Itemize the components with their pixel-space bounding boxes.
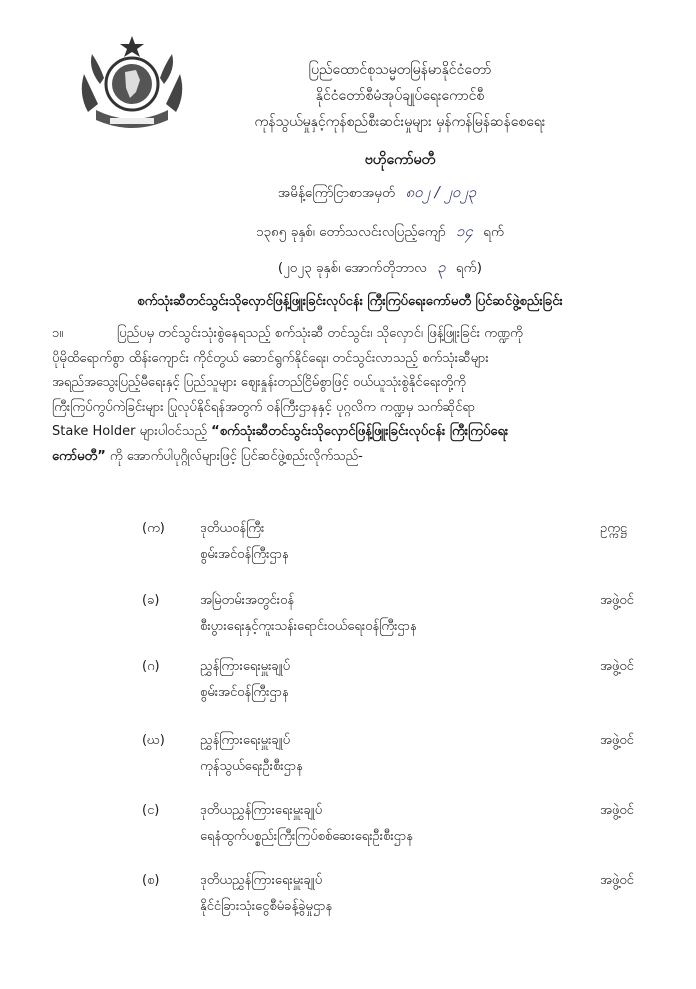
member-code: (စ) bbox=[142, 873, 160, 888]
paragraph-line-4: ကြီးကြပ်ကွပ်ကဲခြင်းများ ပြုလုပ်နိုင်ရန်အတွက် ဝန်ကြီးဌာနနှင့် ပုဂ္ဂလိက ကဏ္ဍမှ သက်ဆိုင်ရာ bbox=[52, 399, 476, 415]
member-item bbox=[0, 732, 696, 784]
member-title: ဒုတိယညွှန်ကြားရေးမှူးချုပ် bbox=[200, 803, 323, 818]
member-organization: ကုန်သွယ်ရေးဦးစီးဌာန bbox=[200, 759, 303, 774]
member-title: ဒုတိယညွှန်ကြားရေးမှူးချုပ် bbox=[200, 873, 323, 888]
member-role: အဖွဲ့ဝင် bbox=[600, 803, 634, 818]
committee-name-part-1: “စက်သုံးဆီတင်သွင်းသိုလှောင်ဖြန့်ဖြူးခြင်းလုပ်ငန်း ကြီးကြပ်ရေး bbox=[211, 424, 509, 439]
member-organization: စွမ်းအင်ဝန်ကြီးဌာန bbox=[200, 547, 289, 562]
member-title: အမြဲတမ်းအတွင်းဝန် bbox=[200, 593, 295, 608]
date-mm-suffix: ရက် bbox=[483, 224, 505, 240]
member-code: (က) bbox=[142, 521, 165, 536]
member-item bbox=[0, 872, 696, 924]
paragraph-line-5 bbox=[52, 420, 662, 445]
member-organization: နိုင်ငံခြားသုံးငွေစီမံခန့်ခွဲမှုဌာန bbox=[200, 899, 333, 914]
header-line-2: နိုင်ငံတော်စီမံအုပ်ချုပ်ရေးကောင်စီ bbox=[315, 88, 485, 104]
member-item bbox=[0, 658, 696, 710]
header-line-4: ဗဟိုကော်မတီ bbox=[364, 152, 436, 168]
committee-name-part-2: ကော်မတီ” bbox=[52, 448, 106, 464]
member-item bbox=[0, 592, 696, 644]
subject-title: စက်သုံးဆီတင်သွင်းသိုလှောင်ဖြန့်ဖြူးခြင်းလုပ်ငန်း ကြီးကြပ်ရေးကော်မတီ ပြင်ဆင်ဖွဲ့စည်းခြင်း bbox=[137, 294, 563, 309]
member-item bbox=[0, 520, 696, 572]
member-code: (ဃ) bbox=[142, 733, 165, 748]
date-en-day: ၃ bbox=[437, 258, 446, 276]
paragraph-number: ၁။ bbox=[52, 326, 64, 341]
member-role: အဖွဲ့ဝင် bbox=[600, 733, 634, 748]
date-mm-day: ၁၄ bbox=[456, 222, 473, 240]
paragraph-line-1-text: ပြည်ပမှ တင်သွင်းသုံးစွဲနေရသည့် စက်သုံးဆီ တင်သွင်း၊ သိုလှောင်၊ ဖြန့်ဖြူးခြင်း ကဏ္ဍကို bbox=[117, 326, 523, 341]
member-item bbox=[0, 802, 696, 854]
member-title: ဒုတိယဝန်ကြီး bbox=[200, 521, 265, 536]
member-organization: စွမ်းအင်ဝန်ကြီးဌာန bbox=[200, 685, 289, 700]
member-organization: စီးပွားရေးနှင့်ကူးသန်းရောင်းဝယ်ရေးဝန်ကြီးဌာန bbox=[200, 619, 417, 634]
member-role: ဥက္ကဋ္ဌ bbox=[600, 521, 627, 536]
date-myanmar-line bbox=[140, 222, 620, 244]
member-title: ညွှန်ကြားရေးမှူးချုပ် bbox=[200, 733, 291, 748]
date-gregorian-line bbox=[140, 258, 620, 280]
paragraph-line-3: အရည်အသွေးပြည့်မီရေးနှင့် ပြည်သူများ စျေးနှုန်းတည်ငြိမ်စွာဖြင့် ဝယ်ယူသုံးစွဲနိုင်ရေးတို့ကို bbox=[52, 375, 466, 390]
body-paragraph bbox=[52, 322, 662, 469]
member-code: (င) bbox=[142, 803, 160, 818]
member-organization: ရေနံထွက်ပစ္စည်းကြီးကြပ်စစ်ဆေးရေးဦးစီးဌာန bbox=[200, 829, 413, 844]
member-code: (ခ) bbox=[142, 593, 160, 608]
order-number-value: ၈၀၂ / ၂၀၂၃ bbox=[405, 183, 477, 201]
date-mm-prefix: ၁၃၈၅ ခုနှစ်၊ တော်သလင်းလပြည့်ကျော် bbox=[255, 224, 446, 240]
date-en-suffix: ရက်) bbox=[455, 260, 483, 276]
state-seal-emblem bbox=[70, 34, 195, 140]
member-role: အဖွဲ့ဝင် bbox=[600, 659, 634, 674]
paragraph-line-5-prefix: Stake Holder များပါဝင်သည့် bbox=[52, 424, 208, 439]
paragraph-line-1 bbox=[52, 322, 662, 347]
member-role: အဖွဲ့ဝင် bbox=[600, 873, 634, 888]
header-line-1: ပြည်ထောင်စုသမ္မတမြန်မာနိုင်ငံတော် bbox=[308, 62, 492, 78]
paragraph-line-6 bbox=[52, 445, 662, 470]
member-role: အဖွဲ့ဝင် bbox=[600, 593, 634, 608]
order-label: အမိန့်ကြော်ငြာစာအမှတ် bbox=[277, 185, 396, 201]
paragraph-line-2: ပိုမိုထိရောက်စွာ ထိန်းကျောင်း ကိုင်တွယ် ဆောင်ရွက်နိုင်ရေး၊ တင်သွင်းလာသည့် စက်သုံးဆီများ bbox=[52, 350, 489, 366]
order-number-line bbox=[140, 183, 620, 205]
date-en-prefix: (၂၀၂၃ ခုနှစ်၊ အောက်တိုဘာလ bbox=[277, 260, 427, 276]
member-code: (ဂ) bbox=[142, 659, 160, 674]
paragraph-line-6-suffix: ကို အောက်ပါပုဂ္ဂိုလ်များဖြင့် ပြင်ဆင်ဖွဲ့စည်းလိုက်သည်- bbox=[105, 448, 363, 464]
header-line-3: ကုန်သွယ်မှုနှင့်ကုန်စည်စီးဆင်းမှုများ မှန်ကန်မြန်ဆန်စေရေး bbox=[254, 114, 546, 130]
member-title: ညွှန်ကြားရေးမှူးချုပ် bbox=[200, 659, 291, 674]
